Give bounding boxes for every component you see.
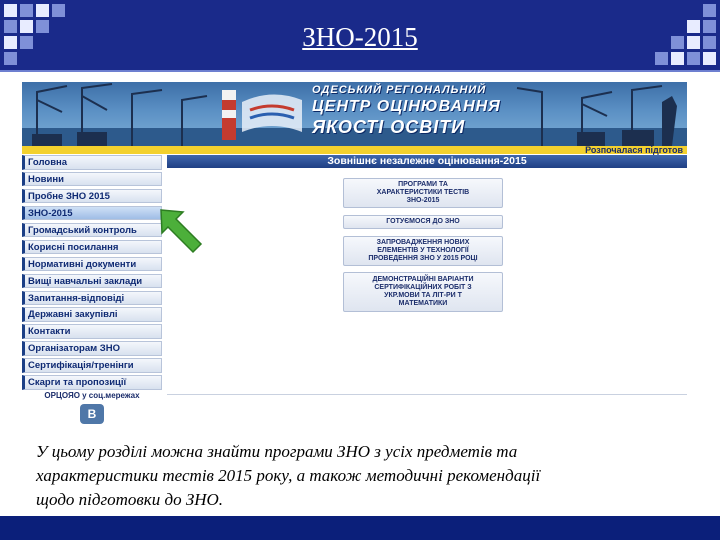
button-label-line: ЗАПРОВАДЖЕННЯ НОВИХ	[376, 239, 470, 246]
banner-line-1: ОДЕСЬКИЙ РЕГІОНАЛЬНИЙ	[312, 84, 487, 96]
decor-square	[687, 52, 700, 65]
button-label-line: СЕРТИФІКАЦІЙНИХ РОБІТ З	[374, 284, 472, 291]
caption-line: характеристики тестів 2015 року, а також методичні рекомендації	[36, 466, 541, 485]
decor-square	[4, 4, 17, 17]
decor-square	[655, 52, 668, 65]
nav-item[interactable]: Скарги та пропозиції	[22, 375, 162, 390]
content-area	[167, 168, 687, 394]
caption-line: щодо підготовки до ЗНО.	[36, 490, 224, 509]
nav-item[interactable]: Контакти	[22, 324, 162, 339]
nav-item[interactable]: Головна	[22, 155, 162, 170]
decor-square	[703, 4, 716, 17]
button-label-line: ПРОВЕДЕННЯ ЗНО У 2015 РОЦІ	[368, 255, 478, 262]
site-logo-title	[312, 84, 512, 138]
nav-item[interactable]: Організаторам ЗНО	[22, 341, 162, 356]
nav-item[interactable]: Новини	[22, 172, 162, 187]
slide-header	[0, 0, 720, 72]
decor-square	[36, 4, 49, 17]
news-marquee[interactable]: Розпочалася підготов	[585, 145, 683, 155]
button-label-line: ЗНО-2015	[406, 197, 440, 204]
content-divider	[167, 394, 687, 395]
slide-title: ЗНО-2015	[302, 22, 418, 52]
button-label-line: ДЕМОНСТРАЦІЙНІ ВАРІАНТИ	[372, 276, 474, 283]
button-label-line: МАТЕМАТИКИ	[398, 300, 448, 307]
content-link-button[interactable]	[343, 272, 503, 312]
nav-item[interactable]: Вищі навчальні заклади	[22, 274, 162, 289]
button-label-line: ГОТУЄМОСЯ ДО ЗНО	[386, 218, 460, 225]
decor-square	[671, 52, 684, 65]
button-label-line: ПРОГРАМИ ТА	[398, 181, 448, 188]
left-nav-menu	[22, 155, 162, 392]
button-label-line: ЕЛЕМЕНТІВ У ТЕХНОЛОГІЇ	[377, 247, 469, 254]
vk-icon[interactable]: В	[80, 404, 104, 424]
content-header: Зовнішнє незалежне оцінювання-2015	[167, 155, 687, 168]
nav-item[interactable]: Пробне ЗНО 2015	[22, 189, 162, 204]
slide-caption	[36, 440, 696, 512]
header-rule	[0, 70, 720, 72]
caption-line: У цьому розділі можна знайти програми ЗНО з усіх предметів та	[36, 442, 518, 461]
social-label: ОРЦОЯО у соц.мережах	[44, 391, 140, 400]
nav-item[interactable]: Нормативні документи	[22, 257, 162, 272]
button-label-line: УКР.МОВИ ТА ЛІТ-РИ Т	[384, 292, 462, 299]
button-label-line: ХАРАКТЕРИСТИКИ ТЕСТІВ	[376, 189, 470, 196]
decor-square	[20, 4, 33, 17]
decor-square	[4, 52, 17, 65]
content-link-button[interactable]	[343, 215, 503, 229]
green-arrow-icon	[157, 206, 207, 256]
slide-footer-band	[0, 516, 720, 540]
decor-square	[703, 52, 716, 65]
decor-square	[52, 4, 65, 17]
nav-item[interactable]: Сертифікація/тренінги	[22, 358, 162, 373]
nav-item[interactable]: Корисні посилання	[22, 240, 162, 255]
nav-item[interactable]: Громадський контроль	[22, 223, 162, 238]
banner-line-2: ЦЕНТР ОЦІНЮВАННЯ	[312, 98, 501, 115]
site-banner	[22, 82, 687, 146]
nav-item[interactable]: Запитання-відповіді	[22, 291, 162, 306]
content-link-button[interactable]	[343, 178, 503, 208]
nav-item[interactable]: ЗНО-2015	[22, 206, 162, 221]
nav-item[interactable]: Державні закупівлі	[22, 307, 162, 322]
website-screenshot	[22, 82, 687, 438]
content-link-button[interactable]	[343, 236, 503, 266]
banner-line-3: ЯКОСТІ ОСВІТИ	[312, 117, 466, 137]
